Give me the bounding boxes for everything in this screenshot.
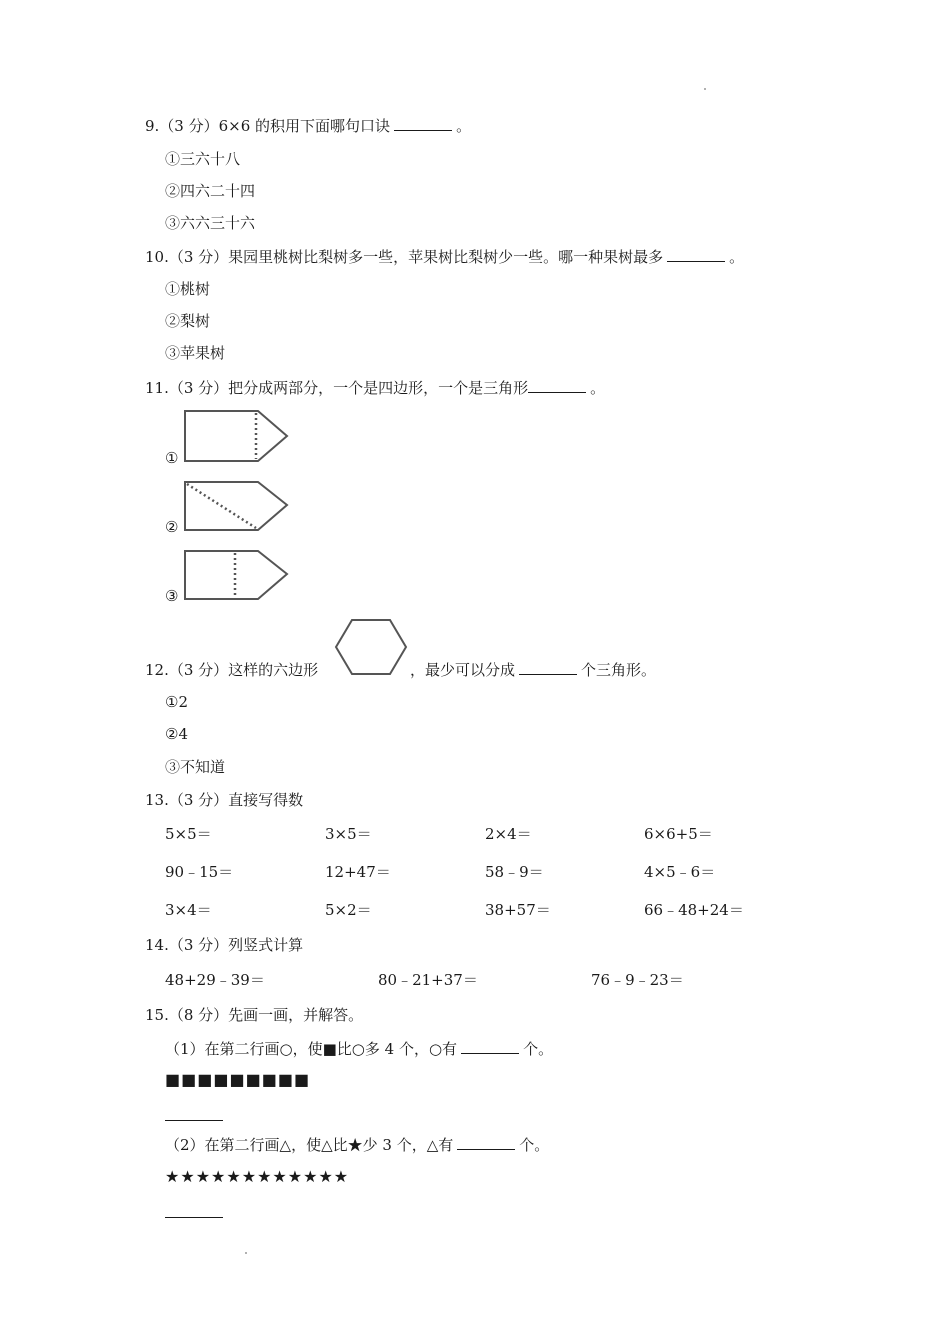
q15-part2-text-b: 个。 [519,1136,550,1154]
hexagon-figure [333,617,409,677]
q12-option-1: ①2 [165,693,188,711]
q15-part1-text-a: （1）在第二行画○，使■比○多 4 个，○有 [165,1040,458,1058]
q10-stem [145,247,744,267]
q15-part2-text [165,1135,549,1155]
q14-item-2: 80﹣21+37＝ [378,971,478,989]
q11-stem-text: 11.（3 分）把分成两部分，一个是四边形，一个是三角形 [145,379,529,397]
q13-r3c4: 66﹣48+24＝ [644,901,744,919]
q9-stem [145,116,471,136]
q15-part2-answer-blank[interactable] [457,1135,515,1150]
q11-option-3-figure [183,549,291,603]
q13-r3c1: 3×4＝ [165,901,212,919]
q15-part1-text [165,1039,553,1059]
q11-option-2-label: ② [165,518,179,536]
q14-stem: 14.（3 分）列竖式计算 [145,936,304,954]
q13-r3c2: 5×2＝ [325,901,372,919]
q11-option-3-label: ③ [165,587,179,605]
q14-item-1: 48+29﹣39＝ [165,971,265,989]
q13-r1c1: 5×5＝ [165,825,212,843]
q12-stem-a: 12.（3 分）这样的六边形 [145,661,319,679]
q13-r2c2: 12+47＝ [325,863,391,881]
q10-stem-text: 10.（3 分）果园里桃树比梨树多一些，苹果树比梨树少一些。哪一种果树最多 [145,248,664,266]
q13-r2c1: 90﹣15＝ [165,863,234,881]
q11-option-1-label: ① [165,449,179,467]
q12-stem-b [410,660,656,680]
q12-option-2: ②4 [165,725,188,743]
q11-option-1-figure [183,409,291,465]
q9-option-3: ③六六三十六 [165,214,256,232]
q12-stem-b-text: ，最少可以分成 [410,661,516,679]
q10-stem-end: 。 [729,248,745,266]
q15-part1-answer-blank[interactable] [461,1039,519,1054]
q11-answer-blank[interactable] [528,378,586,393]
q13-stem: 13.（3 分）直接写得数 [145,791,304,809]
q14-item-3: 76﹣9﹣23＝ [591,971,684,989]
q15-part1-draw-line[interactable] [165,1120,223,1121]
q13-r3c3: 38+57＝ [485,901,551,919]
q13-r2c4: 4×5﹣6＝ [644,863,716,881]
q13-r1c4: 6×6+5＝ [644,825,713,843]
q13-r2c3: 58﹣9＝ [485,863,544,881]
q11-option-2-figure [183,480,291,534]
q13-r1c3: 2×4＝ [485,825,532,843]
q11-stem [145,378,605,398]
q12-option-3: ③不知道 [165,758,226,776]
q10-option-3: ③苹果树 [165,344,226,362]
q9-answer-blank[interactable] [394,116,452,131]
q9-option-1: ①三六十八 [165,150,241,168]
q15-part2-draw-line[interactable] [165,1217,223,1218]
q10-option-2: ②梨树 [165,312,211,330]
q10-answer-blank[interactable] [667,247,725,262]
q9-option-2: ②四六二十四 [165,182,256,200]
q11-stem-end: 。 [590,379,606,397]
q9-stem-text: 9.（3 分）6×6 的积用下面哪句口诀 [145,117,391,135]
q10-option-1: ①桃树 [165,280,211,298]
q9-stem-end: 。 [456,117,472,135]
q15-part1-text-b: 个。 [523,1040,554,1058]
q15-part1-square-row: ■■■■■■■■■ [165,1070,311,1089]
q15-stem: 15.（8 分）先画一画，并解答。 [145,1006,364,1024]
page-mark-dot-bottom [245,1252,247,1254]
q12-answer-blank[interactable] [519,660,577,675]
q15-part2-text-a: （2）在第二行画△，使△比★少 3 个，△有 [165,1136,454,1154]
page-mark-dot [704,88,706,90]
q12-stem-c-text: 个三角形。 [581,661,657,679]
q15-part2-star-row: ★★★★★★★★★★★★ [165,1167,350,1186]
q13-r1c2: 3×5＝ [325,825,372,843]
